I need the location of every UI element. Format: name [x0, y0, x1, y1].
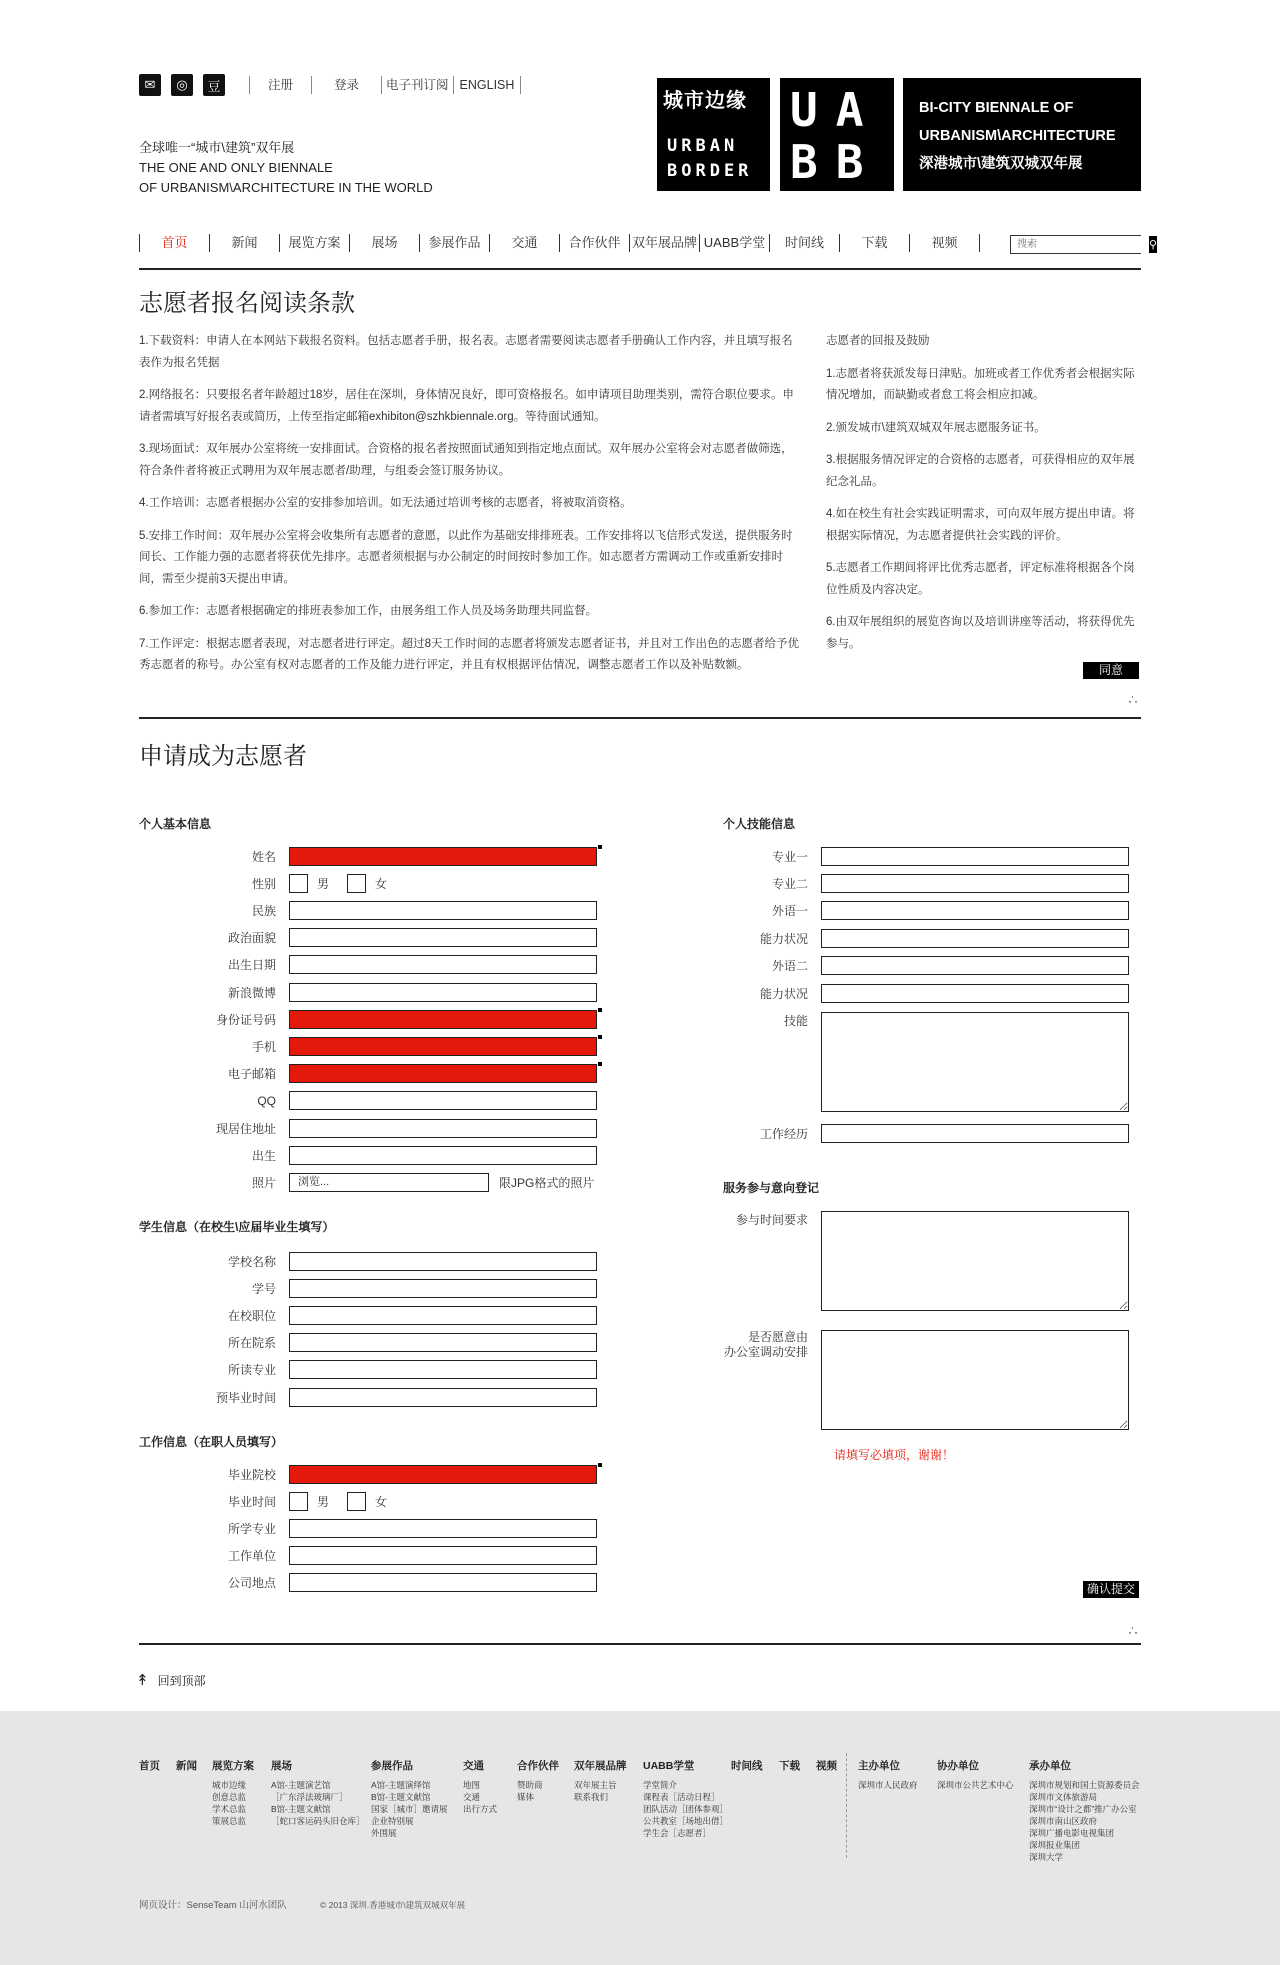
footer-org: 深圳市文体旅游局	[1029, 1792, 1098, 1802]
footer-nav-heading[interactable]: 下载	[779, 1760, 800, 1772]
service-heading: 服务参与意向登记	[723, 1181, 820, 1195]
uabb-logo-line2: BB	[790, 135, 882, 189]
field-label: 预毕业时间	[215, 1390, 276, 1405]
tagline-cn: 全球唯一“城市\建筑”双年展	[139, 140, 295, 155]
register-link[interactable]: 注册	[249, 76, 311, 94]
urban-border-logo[interactable]	[657, 78, 770, 191]
form-row	[139, 1036, 597, 1056]
logo-title-2: URBANISM\ARCHITECTURE	[919, 128, 1116, 144]
footer-link[interactable]: 学堂简介	[643, 1780, 678, 1790]
footer-link[interactable]: A馆-主题演艺馆	[271, 1780, 331, 1790]
form-row	[139, 1172, 594, 1192]
field-label: 所在院系	[227, 1336, 276, 1351]
reward-item: 6.由双年展组织的展览咨询以及培训讲座等活动，将获得优先参与。	[826, 616, 1135, 650]
form-row	[139, 928, 597, 948]
required-input[interactable]	[289, 847, 597, 866]
field-label: 身份证号码	[215, 1012, 276, 1027]
text-input[interactable]	[289, 901, 597, 920]
nav-item[interactable]: 参展作品	[419, 234, 489, 252]
form-row	[139, 846, 597, 866]
text-input[interactable]	[289, 1146, 597, 1165]
experience-input[interactable]	[821, 1124, 1129, 1143]
english-link[interactable]: ENGLISH	[453, 76, 522, 94]
nav-separator	[979, 234, 980, 252]
field-label: 政治面貌	[227, 931, 276, 946]
skill-input[interactable]	[821, 901, 1129, 920]
gender-checkbox[interactable]	[289, 1492, 308, 1511]
footer-org: 深圳市人民政府	[858, 1780, 918, 1790]
form-row	[139, 900, 597, 920]
footer-nav-heading[interactable]: 展场	[271, 1760, 292, 1772]
footer-link[interactable]: B馆-主题文献馆	[271, 1804, 331, 1814]
newsletter-link[interactable]: 电子刊订阅	[381, 76, 453, 94]
required-input[interactable]	[289, 1037, 597, 1056]
form-title: 申请成为志愿者	[139, 743, 307, 770]
logo-en-2: BORDER	[667, 161, 753, 181]
top-bar	[139, 74, 521, 96]
terms-right	[826, 331, 1141, 666]
field-label: 现居住地址	[215, 1121, 276, 1136]
footer-org-list	[1029, 1779, 1140, 1863]
text-input[interactable]	[289, 1519, 597, 1538]
field-label: 照片	[251, 1175, 276, 1190]
arrangement-label-1: 是否愿意由	[747, 1330, 808, 1344]
gender-checkbox[interactable]	[289, 874, 308, 893]
agree-button[interactable]: 同意	[1083, 662, 1139, 679]
footer-nav-heading[interactable]: 交通	[463, 1760, 484, 1772]
basic-info-heading: 个人基本信息	[139, 817, 212, 831]
terms-item: 1.下载资料：申请人在本网站下载报名资料。包括志愿者手册，报名表。志愿者需要阅读志愿者手册确认工作内容，并且填写报名表作为报名凭据	[139, 335, 793, 369]
footer	[0, 1711, 1280, 1965]
footer-link[interactable]: 课程表［活动日程］	[643, 1792, 720, 1802]
gender-option-label: 女	[375, 1494, 388, 1509]
skill-input[interactable]	[821, 956, 1129, 975]
file-hint: 限JPG格式的照片	[499, 1175, 595, 1190]
skill-row	[721, 1012, 1129, 1112]
form-row	[139, 1333, 597, 1353]
footer-org-heading: 承办单位	[1029, 1760, 1071, 1772]
field-label: 学校名称	[227, 1254, 276, 1269]
footer-link[interactable]: A馆-主题演绎馆	[371, 1780, 431, 1790]
skill-label: 外语一	[771, 904, 808, 919]
form-row	[139, 1118, 597, 1138]
field-label: 毕业院校	[227, 1467, 276, 1482]
form-row	[139, 1518, 597, 1538]
skill-label: 外语二	[771, 959, 808, 974]
skill-row	[721, 928, 1129, 948]
arrangement-label	[681, 1330, 821, 1430]
logo-en-1: URBAN	[667, 136, 739, 156]
field-label: 所学专业	[227, 1521, 276, 1536]
reward-item: 3.根据服务情况评定的合资格的志愿者，可获得相应的双年展纪念礼品。	[826, 454, 1135, 488]
field-label: 电子邮箱	[227, 1067, 276, 1082]
footer-org: 深圳报业集团	[1029, 1840, 1081, 1850]
footer-link[interactable]: 创意总监	[212, 1792, 247, 1802]
form-row	[139, 1464, 597, 1484]
footer-link[interactable]: ［广东浮法玻璃厂］	[271, 1792, 348, 1802]
skill-input[interactable]	[821, 984, 1129, 1003]
terms-item: 7.工作评定：根据志愿者表现，对志愿者进行评定。超过8天工作时间的志愿者将颁发志愿者证书，并且对工作出色的志愿者给予优秀志愿者的称号。办公室有权对志愿者的工作及能力进行评定，并且有权根据评估情况，调整志愿者工作以及补贴数额。	[139, 637, 799, 671]
skill-row	[721, 983, 1129, 1003]
gender-option-label: 男	[317, 1494, 330, 1509]
terms-left	[139, 331, 801, 688]
gender-option-label: 男	[317, 876, 330, 891]
field-label: 新浪微博	[227, 985, 276, 1000]
required-input[interactable]	[289, 1064, 597, 1083]
text-input[interactable]	[289, 1306, 597, 1325]
file-browse-button[interactable]: 浏览...	[289, 1173, 489, 1192]
nav-divider	[139, 268, 1141, 270]
form-row	[139, 1305, 597, 1325]
uabb-logo-line1: UA	[790, 83, 882, 137]
form-row	[139, 1278, 597, 1298]
nav-item[interactable]: 双年展品牌	[629, 234, 699, 252]
footer-org: 深圳市公共艺术中心	[937, 1780, 1014, 1790]
back-to-top-link[interactable]	[136, 1671, 206, 1689]
footer-org-heading: 主办单位	[858, 1760, 900, 1772]
terms-item: 2.网络报名：只要报名者年龄超过18岁，居住在深圳，身体情况良好，即可资格报名。如申请项目助理类别，需符合职位要求。申请者需填写好报名表或简历，上传至指定邮箱exhibiton@szhkbiennale.org。等待面试通知。	[139, 389, 794, 423]
footer-nav-heading[interactable]: 新闻	[176, 1760, 197, 1772]
arrow-up-icon: ↟	[136, 1672, 149, 1689]
footer-link-list	[271, 1779, 365, 1827]
reward-item: 2.颁发城市\建筑双城双年展志愿服务证书。	[826, 421, 1046, 434]
skill-row	[721, 873, 1129, 893]
footer-link[interactable]: 赞助商	[517, 1780, 543, 1790]
form-row	[139, 1573, 597, 1593]
form-row	[139, 1387, 597, 1407]
text-input[interactable]	[289, 983, 597, 1002]
experience-row	[721, 1123, 1129, 1143]
nav-item[interactable]: 交通	[489, 234, 559, 252]
footer-link[interactable]: 团队活动［团体参观］	[643, 1804, 729, 1814]
footer-org-list	[858, 1779, 918, 1791]
footer-nav-heading[interactable]: 参展作品	[371, 1760, 413, 1772]
footer-link-list	[574, 1779, 617, 1803]
arrangement-textarea[interactable]	[821, 1330, 1129, 1430]
footer-link[interactable]: 策展总监	[212, 1816, 247, 1826]
nav-item[interactable]: 首页	[139, 234, 209, 252]
terms-item: 3.现场面试：双年展办公室将统一安排面试。合资格的报名者按照面试通知到指定地点面试。双年展办公室将会对志愿者做筛选，符合条件者将被正式聘用为双年展志愿者/助理，与组委会签订服务协议。	[139, 443, 793, 477]
nav-item[interactable]: 合作伙伴	[559, 234, 629, 252]
skill-input[interactable]	[821, 874, 1129, 893]
text-input[interactable]	[289, 1279, 597, 1298]
reward-item: 4.如在校生有社会实践证明需求，可向双年展方提出申请。将根据实际情况，为志愿者提供社会实践的评价。	[826, 508, 1135, 542]
skill-label: 专业二	[771, 876, 808, 891]
footer-nav-heading[interactable]: UABB学堂	[643, 1760, 695, 1772]
footer-nav-heading[interactable]: 合作伙伴	[517, 1760, 559, 1772]
footer-link-list	[517, 1779, 543, 1803]
skill-row	[721, 901, 1129, 921]
field-label: 毕业时间	[227, 1494, 276, 1509]
form-row	[139, 1546, 597, 1566]
form-row	[139, 1145, 597, 1165]
skill-input[interactable]	[821, 847, 1129, 866]
terms-item: 6.参加工作：志愿者根据确定的排班表参加工作，由展务组工作人员及场务助理共同监督。	[139, 605, 598, 617]
section-divider	[139, 717, 1141, 719]
form-row	[139, 1009, 597, 1029]
text-input[interactable]	[289, 1573, 597, 1592]
footer-link[interactable]: 外围展	[371, 1828, 397, 1838]
skill-input[interactable]	[821, 929, 1129, 948]
form-row	[139, 1491, 405, 1511]
gender-checkbox[interactable]	[347, 874, 366, 893]
field-label: 工作单位	[227, 1549, 276, 1564]
reward-item: 5.志愿者工作期间将评比优秀志愿者，评定标准将根据各个岗位性质及内容决定。	[826, 562, 1135, 596]
field-label: 姓名	[251, 849, 276, 864]
form-row	[139, 1091, 597, 1111]
field-label: 在校职位	[227, 1308, 276, 1323]
skill-label: 能力状况	[759, 931, 808, 946]
skill-row	[721, 956, 1129, 976]
field-label: 所读专业	[227, 1363, 276, 1378]
wechat-icon[interactable]: ✉	[139, 74, 161, 96]
text-input[interactable]	[289, 1360, 597, 1379]
field-label: 公司地点	[227, 1576, 276, 1591]
field-label: 民族	[251, 903, 276, 918]
search-icon[interactable]: ⚲	[1149, 236, 1157, 253]
footer-link[interactable]: 企业特别展	[371, 1816, 414, 1826]
skill-row	[721, 846, 1129, 866]
terms-title: 志愿者报名阅读条款	[139, 290, 355, 317]
field-label: 学号	[251, 1281, 276, 1296]
terms-item: 4.工作培训：志愿者根据办公室的安排参加培训。如无法通过培训考核的志愿者，将被取消资格。	[139, 497, 632, 509]
nav-item[interactable]: UABB学堂	[699, 234, 769, 252]
tagline-en-1: THE ONE AND ONLY BIENNALE	[139, 160, 333, 175]
login-link[interactable]: 登录	[311, 76, 381, 94]
logo-title-3: 深港城市\建筑双城双年展	[919, 156, 1083, 172]
footer-link[interactable]: 国家［城市］邀请展	[371, 1804, 448, 1814]
tagline-en-2: OF URBANISM\ARCHITECTURE IN THE WORLD	[139, 180, 433, 195]
logo-en	[667, 134, 752, 184]
footer-nav-heading[interactable]: 时间线	[731, 1760, 763, 1772]
field-label: 出生日期	[227, 958, 276, 973]
footer-nav-heading[interactable]: 展览方案	[212, 1760, 254, 1772]
footer-nav-heading[interactable]: 视频	[816, 1760, 837, 1772]
footer-link[interactable]: 学术总监	[212, 1804, 247, 1814]
arrangement-row	[681, 1330, 1129, 1430]
footer-org-heading: 协办单位	[937, 1760, 979, 1772]
form-row	[139, 873, 405, 893]
footer-link[interactable]: 媒体	[517, 1792, 535, 1802]
form-row	[139, 955, 597, 975]
footer-link[interactable]: ［蛇口客运码头旧仓库］	[271, 1816, 365, 1826]
nav-item[interactable]: 下载	[839, 234, 909, 252]
text-input[interactable]	[289, 1119, 597, 1138]
footer-link[interactable]: 联系我们	[574, 1792, 609, 1802]
footer-org-list	[937, 1779, 1014, 1791]
arrangement-label-2: 办公室调动安排	[723, 1345, 808, 1359]
main-nav	[139, 234, 980, 252]
footer-org: 深圳市规划和国土资源委员会	[1029, 1780, 1140, 1790]
text-input[interactable]	[289, 1091, 597, 1110]
required-input[interactable]	[289, 1010, 597, 1029]
experience-label: 工作经历	[759, 1126, 808, 1141]
footer-org: 深圳广播电影电视集团	[1029, 1828, 1115, 1838]
skill-textarea[interactable]	[821, 1012, 1129, 1112]
footer-link-list	[212, 1779, 246, 1827]
footer-link-list	[463, 1779, 497, 1815]
reward-item: 1.志愿者将获派发每日津贴。加班或者工作优秀者会根据实际情况增加，而缺勤或者怠工将会相应扣减。	[826, 367, 1135, 401]
footer-link-list	[643, 1779, 728, 1839]
footer-link[interactable]: 学生会［志愿者］	[643, 1828, 712, 1838]
footer-nav-heading[interactable]: 首页	[139, 1760, 160, 1772]
text-input[interactable]	[289, 1252, 597, 1271]
footer-link[interactable]: 双年展主旨	[574, 1780, 617, 1790]
footer-nav-heading[interactable]: 双年展品牌	[574, 1760, 627, 1772]
work-info-heading: 工作信息（在职人员填写）	[139, 1435, 284, 1449]
footer-divider	[846, 1753, 847, 1858]
time-requirement-row	[721, 1211, 1129, 1311]
footer-org: 深圳市南山区政府	[1029, 1816, 1098, 1826]
search-box	[1010, 235, 1158, 254]
nav-item[interactable]: 视频	[909, 234, 979, 252]
search-input[interactable]	[1011, 236, 1149, 253]
text-input[interactable]	[289, 1388, 597, 1407]
collapse-icon[interactable]: ·˙·	[1128, 694, 1137, 708]
text-input[interactable]	[289, 1333, 597, 1352]
skill-label: 能力状况	[759, 986, 808, 1001]
nav-item[interactable]: 展览方案	[279, 234, 349, 252]
footer-link[interactable]: 城市边缘	[212, 1780, 247, 1790]
copyright: © 2013 深圳.香港城市\建筑双城双年展	[320, 1900, 466, 1910]
footer-link[interactable]: B馆-主题文献馆	[371, 1792, 431, 1802]
logo-cn: 城市边缘	[663, 88, 747, 112]
logo-title-1: BI-CITY BIENNALE OF	[919, 100, 1074, 116]
form-row	[139, 1251, 597, 1271]
footer-link[interactable]: 公共教室［场地出借］	[643, 1816, 729, 1826]
footer-link[interactable]: 地图	[463, 1780, 481, 1790]
skills-heading: 个人技能信息	[723, 817, 796, 831]
nav-item[interactable]: 展场	[349, 234, 419, 252]
text-input[interactable]	[289, 1546, 597, 1565]
text-input[interactable]	[289, 955, 597, 974]
nav-item[interactable]: 新闻	[209, 234, 279, 252]
biennale-title-logo[interactable]	[903, 78, 1141, 191]
uabb-logo[interactable]	[780, 78, 894, 191]
nav-item[interactable]: 时间线	[769, 234, 839, 252]
form-row	[139, 982, 597, 1002]
footer-link-list	[371, 1779, 448, 1839]
collapse-icon[interactable]: ·˙·	[1128, 1625, 1137, 1639]
gender-checkbox[interactable]	[347, 1492, 366, 1511]
gender-option-label: 女	[375, 876, 388, 891]
form-row	[139, 1064, 597, 1084]
footer-org: 深圳市“设计之都”推广办公室	[1029, 1804, 1137, 1814]
weibo-icon[interactable]: ◎	[171, 74, 193, 96]
required-input[interactable]	[289, 1465, 597, 1484]
back-to-top-label: 回到顶部	[157, 1673, 206, 1688]
terms-item: 5.安排工作时间：双年展办公室将会收集所有志愿者的意愿，以此作为基础安排排班表。工作安排将以飞信形式发送，提供服务时间长、工作能力强的志愿者将获优先排序。志愿者须根据与办公制定的时间按时参加工作。如志愿者方需调动工作或重新安排时间，需至少提前3天提出申请。	[139, 529, 793, 585]
time-requirement-textarea[interactable]	[821, 1211, 1129, 1311]
submit-button[interactable]: 确认提交	[1083, 1581, 1139, 1598]
field-label: 性别	[251, 876, 276, 891]
field-label: 出生	[251, 1148, 276, 1163]
footer-link[interactable]: 交通	[463, 1792, 481, 1802]
douban-icon[interactable]: 豆	[203, 74, 225, 96]
field-label: QQ	[257, 1093, 276, 1108]
design-credit[interactable]: 网页设计：SenseTeam 山河水团队	[139, 1900, 287, 1911]
skill-label: 专业一	[771, 849, 808, 864]
form-divider	[139, 1643, 1141, 1645]
skill-label: 技能	[783, 1014, 808, 1028]
rewards-title: 志愿者的回报及鼓励	[826, 335, 930, 347]
tagline	[139, 138, 433, 198]
footer-link[interactable]: 出行方式	[463, 1804, 498, 1814]
footer-org: 深圳大学	[1029, 1852, 1064, 1862]
form-row	[139, 1360, 597, 1380]
time-requirement-label: 参与时间要求	[735, 1213, 808, 1227]
field-label: 手机	[251, 1039, 276, 1054]
text-input[interactable]	[289, 928, 597, 947]
student-info-heading: 学生信息（在校生\应届毕业生填写）	[139, 1220, 335, 1234]
required-notice: 请填写必填项，谢谢！	[834, 1448, 955, 1462]
